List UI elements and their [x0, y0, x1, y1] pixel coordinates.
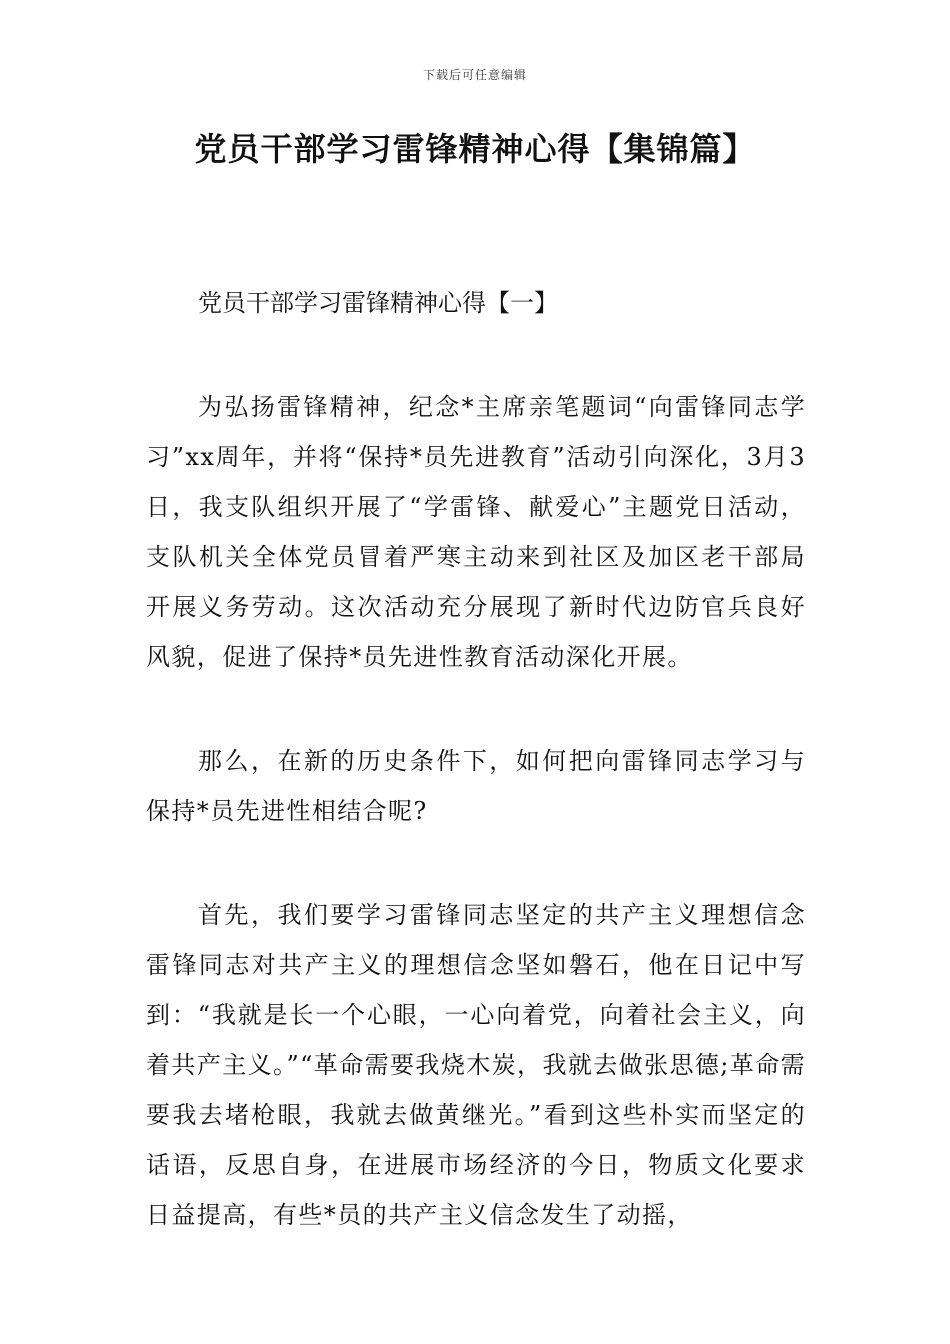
paragraph-2: 那么，在新的历史条件下，如何把向雷锋同志学习与保持*员先进性相结合呢? [146, 747, 806, 825]
paragraph-1: 为弘扬雷锋精神，纪念*主席亲笔题词“向雷锋同志学习”xx周年，并将“保持*员先进教育”活动引向深化，3月3日，我支队组织开展了“学雷锋、献爱心”主题党日活动，支队机关全体党员冒着严寒主动来到社区及加区老干部局开展义务劳动。这次活动充分展现了新时代边防官兵良好风貌，促进了保持*员先进性教育活动深化开展。 [146, 393, 806, 671]
section-heading: 党员干部学习雷锋精神心得【一】 [198, 289, 558, 317]
document-title: 党员干部学习雷锋精神心得【集锦篇】 [194, 130, 756, 168]
paragraph-3: 首先，我们要学习雷锋同志坚定的共产主义理想信念雷锋同志对共产主义的理想信念坚如磐石，他在日记中写到：“我就是长一个心眼，一心向着党，向着社会主义，向着共产主义。”“革命需要我烧木炭，我就去做张思德;革命需要我去堵枪眼，我就去做黄继光。”看到这些朴实而坚定的话语，反思自身，在进展市场经济的今日，物质文化要求日益提高，有些*员的共产主义信念发生了动摇， [146, 901, 806, 1229]
document-body [146, 278, 806, 1294]
header-note: 下载后可任意编辑 [422, 68, 527, 82]
